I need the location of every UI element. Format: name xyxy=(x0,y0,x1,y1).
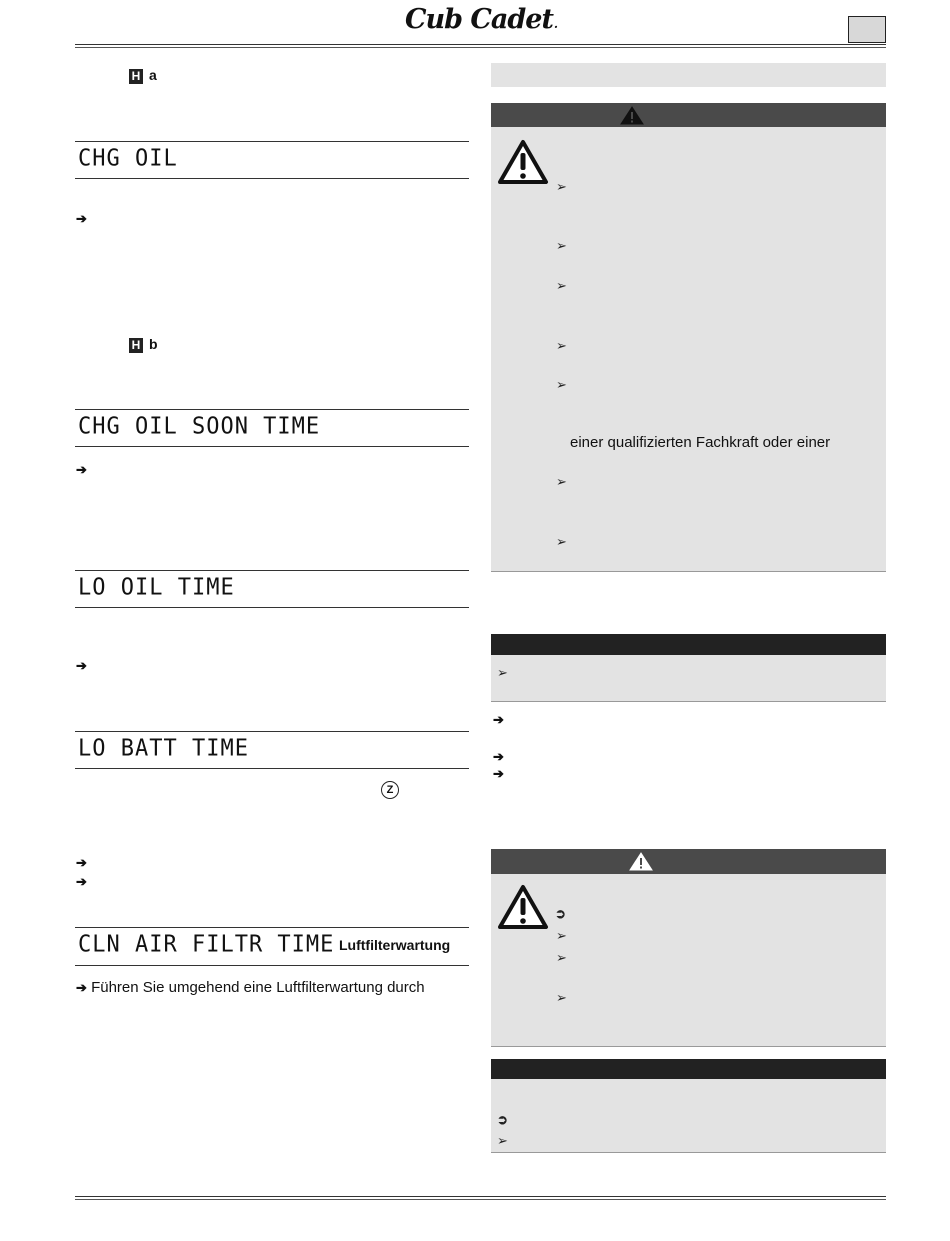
brand-logo xyxy=(405,4,557,35)
bullet-icon: ➢ xyxy=(556,928,567,943)
page-number-box xyxy=(848,16,886,43)
lcd-rule xyxy=(75,607,469,608)
lcd-code-lo-oil: LO OIL TIME xyxy=(78,574,235,601)
bullet-icon: ➢ xyxy=(556,377,567,392)
air-filter-heading: Luftfilterwartung xyxy=(339,937,451,953)
lcd-rule xyxy=(75,409,469,410)
brand-mark: . xyxy=(553,17,558,31)
section-title-bar xyxy=(491,63,886,87)
lcd-rule xyxy=(75,768,469,769)
warning-bar xyxy=(491,103,886,127)
section-label: b xyxy=(149,336,158,352)
lcd-code-chg-oil: CHG OIL xyxy=(78,145,178,172)
lcd-rule xyxy=(75,965,469,966)
lcd-code-lo-batt: LO BATT TIME xyxy=(78,735,249,762)
arrow-bullet: ➔ xyxy=(493,766,504,781)
lcd-code-chg-oil-soon: CHG OIL SOON TIME xyxy=(78,413,321,440)
lcd-rule xyxy=(75,570,469,571)
bullet-icon: ➢ xyxy=(556,179,567,194)
note-bar xyxy=(491,1059,886,1079)
lcd-code-cln-air-filtr: CLN AIR FILTR TIME xyxy=(78,931,335,958)
bullet-icon: ➢ xyxy=(556,534,567,549)
bullet-icon: ➢ xyxy=(556,278,567,293)
bullet-icon: ➢ xyxy=(556,474,567,489)
bullet-icon: ➢ xyxy=(556,338,567,353)
header-rule xyxy=(75,44,886,45)
lcd-rule xyxy=(75,446,469,447)
note-panel xyxy=(491,655,886,702)
clock-icon xyxy=(381,781,399,799)
arrow-bullet: ➔ xyxy=(493,712,504,727)
section-heading-b xyxy=(129,336,158,354)
air-filter-text: Führen Sie umgehend eine Luftfilterwartung durch xyxy=(91,979,425,996)
arrow-bullet: ➔ xyxy=(76,658,87,673)
warning-panel xyxy=(491,874,886,1047)
lcd-rule xyxy=(75,927,469,928)
warning-bar xyxy=(491,849,886,874)
bullet-icon: ➢ xyxy=(556,950,567,965)
arrow-bullet: ➔ xyxy=(76,211,87,226)
bullet-icon: ➢ xyxy=(556,990,567,1005)
warning-large-icon xyxy=(497,884,549,930)
warning-small-icon xyxy=(620,106,644,125)
arrow-bullet: ➔ xyxy=(76,980,87,995)
warning-text-line: einer qualifizierten Fachkraft oder einer xyxy=(570,434,831,451)
arrow-bullet: ➔ xyxy=(76,462,87,477)
footer-rule xyxy=(75,1196,886,1197)
section-label: a xyxy=(149,67,157,83)
bullet-icon: ➢ xyxy=(497,665,508,680)
note-arrow-icon: ➲ xyxy=(497,1112,508,1127)
brand-name: Cub Cadet xyxy=(405,4,553,35)
h-badge: H xyxy=(129,338,143,353)
air-filter-instruction xyxy=(76,979,425,996)
arrow-bullet: ➔ xyxy=(493,749,504,764)
lcd-rule xyxy=(75,141,469,142)
arrow-bullet: ➔ xyxy=(76,874,87,889)
note-panel xyxy=(491,1079,886,1153)
lcd-rule xyxy=(75,731,469,732)
section-heading-a xyxy=(129,67,157,85)
warning-panel xyxy=(491,127,886,572)
bullet-icon: ➢ xyxy=(497,1133,508,1148)
bullet-icon: ➢ xyxy=(556,238,567,253)
note-bar xyxy=(491,634,886,655)
lcd-rule xyxy=(75,178,469,179)
h-badge: H xyxy=(129,69,143,84)
arrow-bullet: ➔ xyxy=(76,855,87,870)
note-arrow-icon: ➲ xyxy=(555,906,566,921)
clock-glyph: Z xyxy=(386,784,394,796)
warning-small-icon xyxy=(629,852,653,871)
warning-large-icon xyxy=(497,139,549,185)
